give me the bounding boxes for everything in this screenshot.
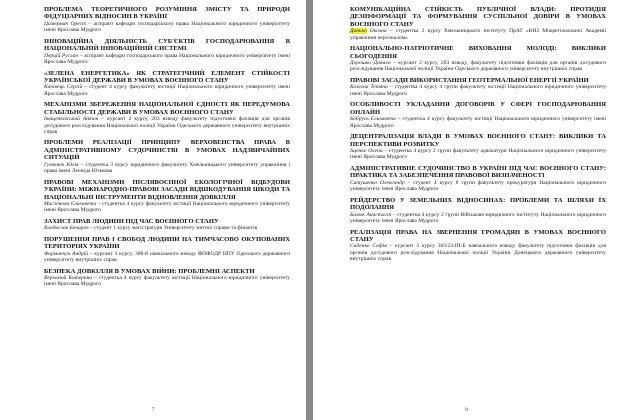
author-affiliation: – студентка 4 курсу факультету юстиції Національного юридичного університету імені Ярослава Мудрого (350, 116, 606, 129)
toc-entry (44, 139, 290, 174)
entry-title: КОМУНІКАЦІЙНА СТІЙКІСТЬ ПУБЛІЧНОЇ ВЛАДИ: ПРОТИДІЯ ДЕЗІНФОРМАЦІЇ ТА ФОРМУВАННЯ СУСПІЛЬНОЇ ДОВІРИ В УМОВАХ ВОЄННОГО СТАНУ (350, 6, 606, 28)
author-affiliation: – аспірант кафедри господарського права Національного юридичного університету імені Ярослава Мудрого (44, 52, 290, 65)
entry-title: «ЗЕЛЕНА ЕНЕРГЕТИКА» ЯК СТРАТЕГІЧНИЙ ЕЛЕМЕНТ СТІЙКОСТІ УКРАЇНСЬКОЇ ДЕРЖАВИ В УМОВАХ ВОЄННОГО СТАНУ (44, 69, 290, 84)
author-affiliation: – курсант 2 курсу, 203 взводу факультету підготовки фахівців для органів досудового розслідування Національної поліції України Одеського державного університету внутрішніх справ (44, 116, 290, 135)
entry-author (44, 225, 290, 231)
entry-title: АДМІНІСТРАТИВНЕ СУДОЧИНСТВО В УКРАЇНІ ПІД ЧАС ВОЄННОГО СТАНУ: ПРАКТИКА ТА ЗАБЕЗПЕЧЕННЯ ПРАВОВОЇ ВИЗНАЧЕНОСТІ (350, 164, 606, 180)
page-number: 7 (151, 407, 155, 413)
left-page (0, 0, 306, 420)
entry-title: НАЦІОНАЛЬНО-ПАТРІОТИЧНЕ ВИХОВАННЯ МОЛОДІ: ВИКЛИКИ СЬОГОДЕННЯ (350, 45, 606, 60)
entry-author (350, 212, 606, 225)
toc-entry (44, 218, 290, 232)
author-affiliation: – курсант 3 курсу 303/23-ІП-Б навчального взводу факультету підготовки фахівців для органів досудового розслідування Національної поліції України Донецького державного університету внутрішніх справ (350, 243, 606, 262)
author-affiliation: – студентка 4 курсу 4 групи факультету юстиції Національного юридичного університету імені Ярослава Мудрого (350, 84, 606, 97)
toc-entry (350, 6, 606, 41)
author-affiliation: – аспірант кафедри господарського права Національного юридичного університету імені Ярослава Мудрого (44, 20, 290, 34)
author-affiliation: – студент 1 курсу магістратури Університету митної справи та фінансів (88, 225, 258, 232)
entry-author (350, 60, 606, 73)
author-name: Владислав Бочаров (44, 225, 89, 232)
entry-title: ЗАХИСТ ПРАВ ЛЮДИНИ ПІД ЧАС ВОЄННОГО СТАНУ (44, 217, 219, 225)
entry-author (44, 116, 290, 135)
toc-entry (44, 70, 290, 97)
toc-entry (350, 45, 606, 72)
entry-author (44, 201, 290, 214)
toc-entry (44, 101, 290, 135)
entry-author (44, 275, 290, 288)
author-affiliation: – студентка 4 курсу 2 групи факультету адвокатури Національного юридичного університету імені Ярослава Мудрого (350, 148, 606, 161)
entry-title: ІННОВАЦІЙНА ДІЯЛЬНІСТЬ СУБ'ЄКТІВ ГОСПОДАРЮВАННЯ В НАЦІОНАЛЬНІЙ ІННОВАЦІЙНІЙ СИСТЕМІ (44, 37, 290, 53)
author-name: Гуменюк Юлія (44, 161, 79, 168)
author-affiliation: – курсант 3 курсу, 308-й навчального взводу ФПФОДР НПУ Одеського державного університету внутрішніх справ (44, 250, 290, 264)
author-affiliation: – студентка 4 курсу факультету юстиції Національного юридичного університету імені Ярослава Мудрого (44, 275, 290, 288)
entry-author (44, 162, 290, 175)
toc-entry (350, 229, 606, 263)
author-affiliation: – студентка 4 курсу факультету юстиції Національного юридичного університету імені Ярослава Мудрого (44, 200, 290, 214)
author-name: Канівець Сергій (44, 84, 83, 91)
author-name: Верхомой Катерина (44, 275, 93, 282)
author-name: Цимерман Орест (44, 20, 86, 27)
author-affiliation: – студентка 2 курсу Хмельницького інституту ПрАТ «ВНЗ Міжрегіональної Академії управління персоналом» (350, 28, 606, 41)
entry-title: РЕАЛІЗАЦІЯ ПРАВА НА ЗВЕРНЕННЯ ГРОМАДЯН В УМОВАХ ВОЄННОГО СТАНУ (350, 228, 606, 243)
author-name: Ситушенко Олександр (350, 179, 405, 186)
entry-author (44, 21, 290, 34)
author-name-highlighted: Данько (350, 28, 367, 35)
page-number: 8 (465, 407, 468, 413)
entry-title: РЕЙДЕРСТВО У ЗЕМЕЛЬНИХ ВІДНОСИНАХ: ПРОБЛЕМИ ТА ШЛЯХИ ЇХ ПОДОЛАННЯ (350, 196, 606, 212)
entry-title: МЕХАНІЗМИ ЗБЕРЕЖЕННЯ НАЦІОНАЛЬНОЇ ЄДНОСТІ ЯК ПЕРЕДУМОВА СТАБІЛЬНОСТІ ДЕРЖАВИ В УМОВАХ ВОЄННОГО СТАНУ (44, 101, 290, 116)
toc-entry (350, 77, 606, 97)
entry-author (44, 53, 290, 66)
entry-author (44, 251, 290, 264)
author-name: Іщенко Олена (350, 148, 383, 154)
toc-entry (350, 197, 606, 224)
toc-entry (44, 268, 290, 288)
entry-title: ДЕЦЕНТРАЛІЗАЦІЯ ВЛАДИ В УМОВАХ ВОЄННОГО СТАНУ: ВИКЛИКИ ТА ПЕРСПЕКТИВИ РОЗВИТКУ (350, 133, 606, 148)
entry-author (350, 84, 606, 97)
entry-title: БЕЗПЕКА ДОВКІЛЛЯ В УМОВАХ ВІЙНИ: ПРОБЛЕМНІ АСПЕКТИ (44, 267, 255, 275)
author-name: Оксана (366, 28, 387, 35)
entry-title: ОСОБЛИВОСТІ УКЛАДАННЯ ДОГОВОРІВ У СФЕРІ ГОСПОДАРЮВАННЯ ОНЛАЙН (350, 101, 606, 116)
author-name: Форманчук Андрій (44, 250, 88, 257)
toc-entry (44, 236, 290, 263)
toc-entry (44, 179, 290, 214)
author-name: Дорошко Данило (350, 60, 391, 67)
entry-title: ПОРУШЕННЯ ПРАВ І СВОБОД ЛЮДИНИ НА ТИМЧАСОВО ОКУПОВАНИХ ТЕРИТОРІЯХ УКРАЇНИ (44, 235, 290, 251)
toc-entry (350, 133, 606, 160)
author-name: Масленова Єлизавета (44, 200, 97, 207)
right-page (313, 0, 620, 420)
author-name: Іващенківський Антон (44, 116, 99, 123)
author-affiliation: – студентка 3 курсу юридичного факультету Хмельницького університету управління і права імені Леоніда Юзькова (44, 161, 290, 174)
entry-title: ПРОБЛЕМИ РЕАЛІЗАЦІЇ ПРИНЦИПУ ВЕРХОВЕНСТВА ПРАВА В АДМІНІСТРАТИВНОМУ СУДОЧИНСТВІ В УМОВАХ НАДЗВИЧАЙНИХ СИТУАЦІЙ (44, 139, 290, 162)
toc-entry (44, 6, 290, 33)
author-name: Перцій Руслан (44, 52, 79, 59)
author-affiliation: – студент 4 курсу 8 групи факультету прокуратури Національного юридичного університету імені Ярослава Мудрого (350, 179, 606, 193)
author-affiliation: – студент 4 курсу факультету юстиції Національного юридичного університету імені Ярослава Мудрого (44, 84, 290, 97)
toc-entry (44, 38, 290, 65)
author-name: Бобрусь Єлизавета (350, 116, 396, 123)
entry-author (350, 116, 606, 129)
author-name: Козлова Тетяна (350, 84, 388, 91)
entry-title: ПРОБЛЕМА ТЕОРЕТИЧНОГО РОЗУМІННЯ ЗМІСТУ ТА ПРИРОДИ ФІДУЦІАРНИХ ВІДНОСИН В УКРАЇНІ (44, 6, 290, 21)
entry-title: ПРАВОВІ МЕХАНІЗМИ ПІСЛЯВОЄННОЇ ЕКОЛОГІЧНОЇ ВІДБУДОВИ УКРАЇНИ: МІЖНАРОДНО-ПРАВОВІ ЗАСАДИ ВІДШКОДУВАННЯ ШКОДИ ТА НАЦІОНАЛЬНІ ІНСТРУМЕНТИ ВІДНОВЛЕННЯ ДОВКІЛЛЯ (44, 178, 290, 201)
author-name: Балюк Анастасія (350, 211, 392, 218)
author-affiliation: – студентка 4 курсу 2 групи Військово-юридичного інституту Національного юридичного університету імені Ярослава Мудрого (350, 211, 607, 224)
entry-title: ПРАВОВІ ЗАСАДИ ВИКОРИСТАННЯ ГЕОТЕРМАЛЬНОЇ ЕНЕРГІЇ УКРАЇНИ (350, 77, 589, 84)
entry-author (350, 180, 606, 193)
author-name: Сиденко Софія (350, 243, 387, 250)
entry-author (44, 84, 290, 97)
entry-author (350, 28, 606, 41)
author-affiliation: – курсант 2 курсу, 203 взводу, факультету підготовки фахівців для органів досудового розслідування Національної поліції України Одеського державного університету внутрішніх справ (350, 60, 606, 73)
entry-author (350, 243, 606, 262)
toc-entry (350, 101, 606, 128)
toc-entry (350, 165, 606, 192)
entry-author (350, 148, 606, 161)
